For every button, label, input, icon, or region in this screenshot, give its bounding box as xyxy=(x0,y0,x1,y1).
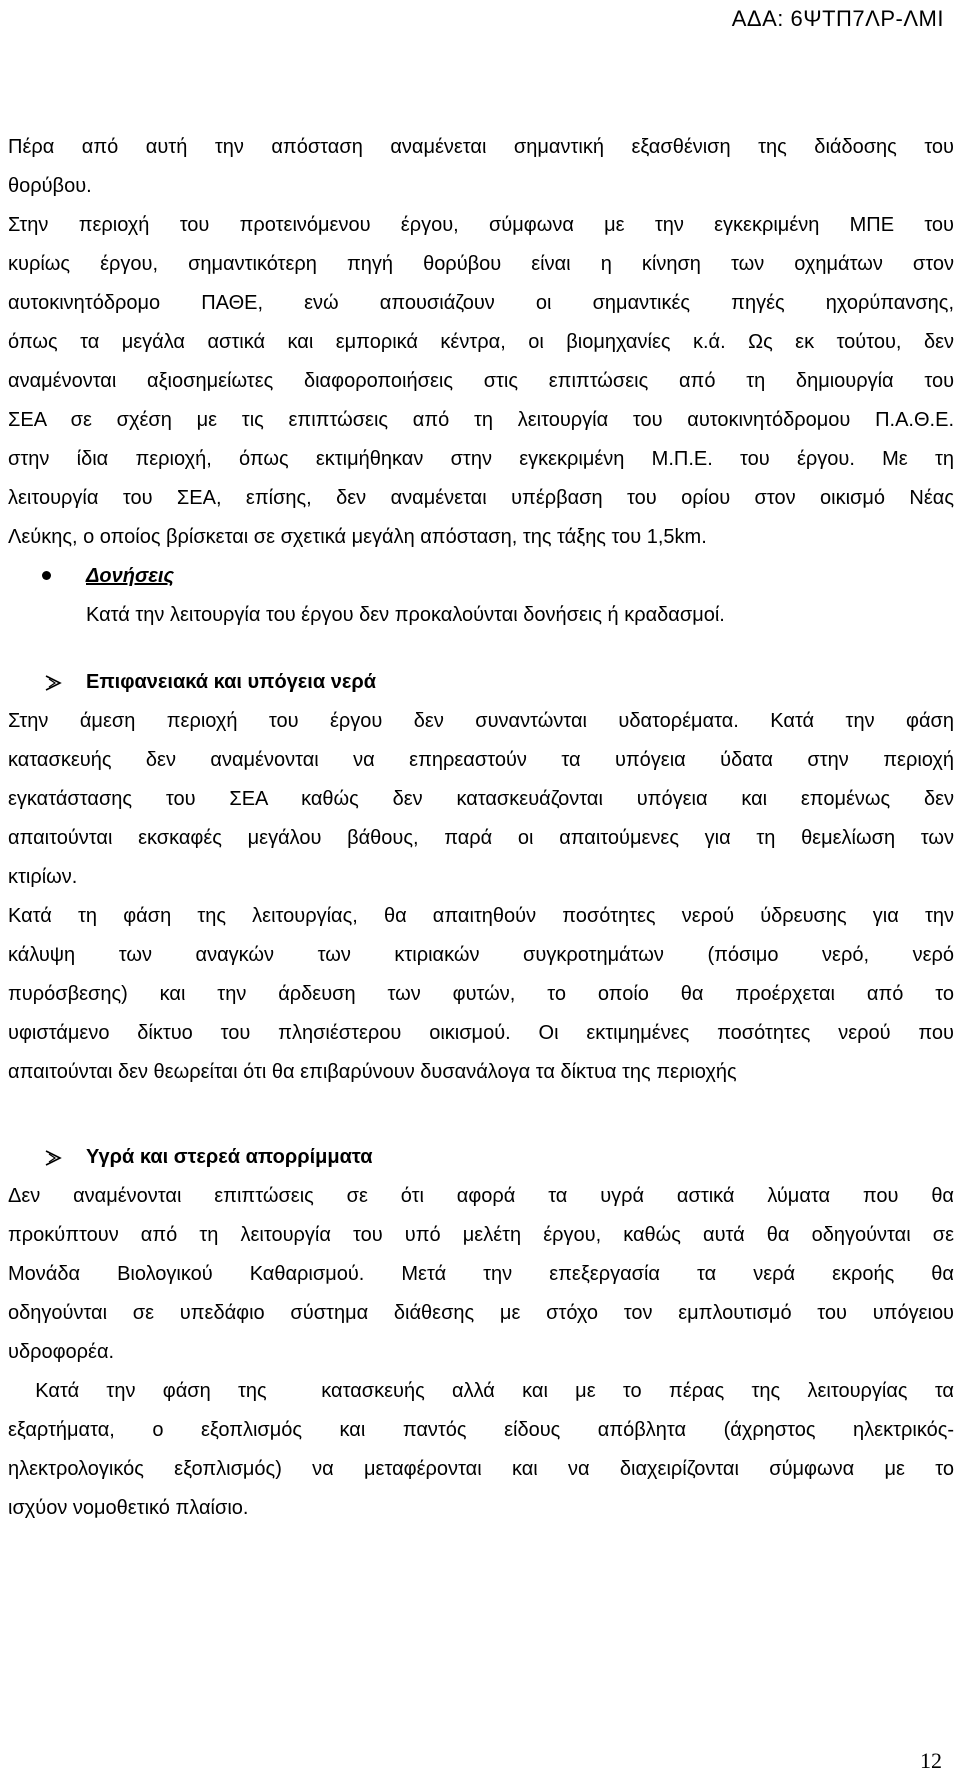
paragraph-line: αυτοκινητόδρομο ΠΑΘΕ, ενώ απουσιάζουν οι σημαντικές πηγές ηχορύπανσης, xyxy=(8,292,954,314)
paragraph-line: θορύβου. xyxy=(8,175,92,197)
paragraph-line: λειτουργία του ΣΕΑ, επίσης, δεν αναμένεται υπέρβαση του ορίου στον οικισμό Νέας xyxy=(8,487,954,509)
vibrations-text: Κατά την λειτουργία του έργου δεν προκαλούνται δονήσεις ή κραδασμοί. xyxy=(86,604,725,626)
paragraph-line: οδηγούνται σε υπεδάφιο σύστημα διάθεσης με στόχο τον εμπλουτισμό του υπόγειου xyxy=(8,1302,954,1324)
paragraph-line: στην ίδια περιοχή, όπως εκτιμήθηκαν στην εγκεκριμένη Μ.Π.Ε. του έργου. Με τη xyxy=(8,448,954,470)
arrow-bullet-icon xyxy=(44,1149,62,1167)
paragraph-line: Κατά τη φάση της λειτουργίας, θα απαιτηθούν ποσότητες νερού ύδρευσης για την xyxy=(8,905,954,927)
waste-heading xyxy=(8,1138,954,1177)
paragraph-line: Λεύκης, ο οποίος βρίσκεται σε σχετικά μεγάλη απόσταση, της τάξης του 1,5km. xyxy=(8,526,707,548)
paragraph-line: προκύπτουν από τη λειτουργία του υπό μελέτη έργου, καθώς αυτά θα οδηγούνται σε xyxy=(8,1224,954,1246)
paragraph-line: ηλεκτρολογικός εξοπλισμός) να μεταφέρονται και να διαχειρίζονται σύμφωνα με το xyxy=(8,1458,954,1480)
vibrations-title: Δονήσεις xyxy=(86,565,175,587)
paragraph-line: κατασκευής δεν αναμένονται να επηρεαστούν τα υπόγεια ύδατα στην περιοχή xyxy=(8,749,954,771)
paragraph-line: Κατά την φάση της κατασκευής αλλά και με το πέρας της λειτουργίας τα xyxy=(8,1380,954,1402)
vibrations-heading xyxy=(8,557,954,596)
paragraph-line: Στην άμεση περιοχή του έργου δεν συναντώνται υδατορέματα. Κατά την φάση xyxy=(8,710,954,732)
paragraph-line: ΣΕΑ σε σχέση με τις επιπτώσεις από τη λειτουργία του αυτοκινητόδρομου Π.Α.Θ.Ε. xyxy=(8,409,954,431)
paragraph-line: απαιτούνται δεν θεωρείται ότι θα επιβαρύνουν δυσανάλογα τα δίκτυα της περιοχής xyxy=(8,1061,737,1083)
paragraph-line: Στην περιοχή του προτεινόμενου έργου, σύμφωνα με την εγκεκριμένη ΜΠΕ του xyxy=(8,214,954,236)
paragraph-line: εξαρτήματα, ο εξοπλισμός και παντός είδους απόβλητα (άχρηστος ηλεκτρικός- xyxy=(8,1419,954,1441)
page-number: 12 xyxy=(920,1748,942,1773)
paragraph-line: Μονάδα Βιολογικού Καθαρισμού. Μετά την επεξεργασία τα νερά εκροής θα xyxy=(8,1263,954,1285)
water-title: Επιφανειακά και υπόγεια νερά xyxy=(86,671,376,693)
page-content xyxy=(8,128,954,1528)
paragraph-line: ισχύον νομοθετικό πλαίσιο. xyxy=(8,1497,249,1519)
paragraph-line: εγκατάστασης του ΣΕΑ καθώς δεν κατασκευάζονται υπόγεια και επομένως δεν xyxy=(8,788,954,810)
paragraph-line: Πέρα από αυτή την απόσταση αναμένεται σημαντική εξασθένιση της διάδοσης του xyxy=(8,136,954,158)
paragraph-line: πυρόσβεσης) και την άρδευση των φυτών, το οποίο θα προέρχεται από το xyxy=(8,983,954,1005)
paragraph-line: κάλυψη των αναγκών των κτιριακών συγκροτημάτων (πόσιμο νερό, νερό xyxy=(8,944,954,966)
paragraph-line: όπως τα μεγάλα αστικά και εμπορικά κέντρα, οι βιομηχανίες κ.ά. Ως εκ τούτου, δεν xyxy=(8,331,954,353)
document-id: ΑΔΑ: 6ΨΤΠ7ΛΡ-ΛΜΙ xyxy=(731,6,944,31)
paragraph-line: απαιτούνται εκσκαφές μεγάλου βάθους, παρά οι απαιτούμενες για τη θεμελίωση των xyxy=(8,827,954,849)
paragraph-line: κτιρίων. xyxy=(8,866,78,888)
waste-title: Υγρά και στερεά απορρίμματα xyxy=(86,1146,373,1168)
bullet-icon xyxy=(42,571,51,580)
paragraph-line: Δεν αναμένονται επιπτώσεις σε ότι αφορά τα υγρά αστικά λύματα που θα xyxy=(8,1185,954,1207)
paragraph-line: κυρίως έργου, σημαντικότερη πηγή θορύβου είναι η κίνηση των οχημάτων στον xyxy=(8,253,954,275)
paragraph-line: υδροφορέα. xyxy=(8,1341,115,1363)
arrow-bullet-icon xyxy=(44,674,62,692)
paragraph-line: υφιστάμενο δίκτυο του πλησιέστερου οικισμού. Οι εκτιμημένες ποσότητες νερού που xyxy=(8,1022,954,1044)
water-heading xyxy=(8,663,954,702)
paragraph-line: αναμένονται αξιοσημείωτες διαφοροποιήσεις στις επιπτώσεις από τη δημιουργία του xyxy=(8,370,954,392)
